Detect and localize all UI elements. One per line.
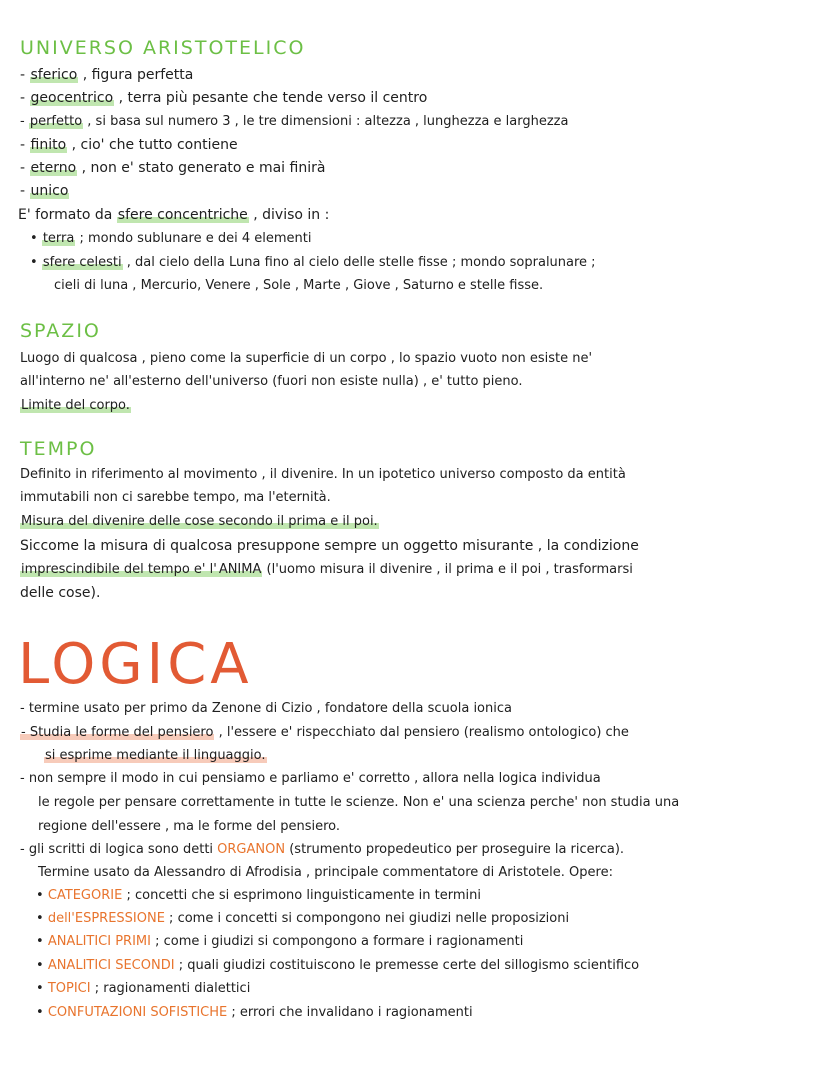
key-finito: finito [30, 137, 67, 153]
universo-line-5: - eterno , non e' stato generato e mai finirà [20, 160, 326, 176]
universo-line-2: - geocentrico , terra più pesante che tende verso il centro [20, 90, 428, 106]
key-sfere-celesti: sfere celesti [42, 255, 122, 270]
key-sferico: sferico [30, 67, 78, 83]
key-perfetto: perfetto [29, 114, 83, 129]
opera-item: • ANALITICI SECONDI ; quali giudizi costituiscono le premesse certe del sillogismo scientifico [36, 958, 640, 973]
logica-line-5: le regole per pensare correttamente in tutte le scienze. Non e' una scienza perche' non studia una [38, 795, 680, 810]
tempo-line-3: Misura del divenire delle cose secondo il prima e il poi. [21, 514, 378, 529]
universo-line-6: - unico [20, 183, 69, 199]
logica-line-4: - non sempre il modo in cui pensiamo e parliamo e' corretto , allora nella logica individua [20, 771, 601, 786]
tempo-line-2: immutabili non ci sarebbe tempo, ma l'eternità. [20, 490, 331, 505]
tempo-line-4: Siccome la misura di qualcosa presuppone sempre un oggetto misurante , la condizione [20, 538, 639, 554]
universo-bullet-terra: • terra ; mondo sublunare e dei 4 elementi [30, 231, 312, 246]
key-organon: ORGANON [217, 842, 286, 857]
spazio-line-2: all'interno ne' all'esterno dell'universo (fuori non esiste nulla) , e' tutto pieno. [20, 374, 523, 389]
tempo-line-6: delle cose). [20, 585, 101, 601]
opera-item: • TOPICI ; ragionamenti dialettici [36, 981, 251, 996]
opera-item: • CONFUTAZIONI SOFISTICHE ; errori che invalidano i ragionamenti [36, 1005, 473, 1020]
tempo-line-1: Definito in riferimento al movimento , il divenire. In un ipotetico universo composto da entità [20, 467, 626, 482]
universo-bullet-sfere: • sfere celesti , dal cielo della Luna fino al cielo delle stelle fisse ; mondo sopralunare ; [30, 255, 596, 270]
logica-line-1: - termine usato per primo da Zenone di Cizio , fondatore della scuola ionica [20, 701, 512, 716]
key-anima: ANIMA [218, 562, 262, 577]
key-geocentrico: geocentrico [30, 90, 114, 106]
logica-line-3: si esprime mediante il linguaggio. [45, 748, 266, 763]
key-unico: unico [30, 183, 69, 199]
logica-line-7: - gli scritti di logica sono detti ORGANON (strumento propedeutico per proseguire la ricerca). [20, 842, 625, 857]
key-sfere-concentriche: sfere concentriche [117, 207, 248, 223]
spazio-line-1: Luogo di qualcosa , pieno come la superficie di un corpo , lo spazio vuoto non esiste ne' [20, 351, 593, 366]
key-terra: terra [42, 231, 75, 246]
opera-item: • dell'ESPRESSIONE ; come i concetti si compongono nei giudizi nelle proposizioni [36, 911, 570, 926]
universo-bullet-sfere-cont: cieli di luna , Mercurio, Venere , Sole , Marte , Giove , Saturno e stelle fisse. [54, 278, 544, 293]
logica-line-6: regione dell'essere , ma le forme del pensiero. [38, 819, 341, 834]
opera-item: • CATEGORIE ; concetti che si esprimono linguisticamente in termini [36, 888, 481, 903]
spazio-title: SPAZIO [20, 320, 101, 342]
logica-title: LOGICA [18, 632, 253, 697]
tempo-title: TEMPO [20, 438, 97, 460]
logica-line-8: Termine usato da Alessandro di Afrodisia , principale commentatore di Aristotele. Opere: [38, 865, 613, 880]
opera-item: • ANALITICI PRIMI ; come i giudizi si compongono a formare i ragionamenti [36, 934, 524, 949]
spazio-line-3: Limite del corpo. [21, 398, 130, 413]
universo-title: UNIVERSO ARISTOTELICO [20, 37, 306, 59]
key-eterno: eterno [30, 160, 77, 176]
tempo-line-5: imprescindibile del tempo e' l' ANIMA (l'uomo misura il divenire , il prima e il poi , trasformarsi [21, 562, 633, 577]
universo-line-4: - finito , cio' che tutto contiene [20, 137, 238, 153]
universo-line-3: - perfetto , si basa sul numero 3 , le tre dimensioni : altezza , lunghezza e larghezza [20, 114, 569, 129]
logica-line-2: - Studia le forme del pensiero , l'essere e' rispecchiato dal pensiero (realismo ontologico) che [21, 725, 629, 740]
universo-formato: E' formato da sfere concentriche , diviso in : [18, 207, 330, 223]
universo-line-1: - sferico , figura perfetta [20, 67, 194, 83]
